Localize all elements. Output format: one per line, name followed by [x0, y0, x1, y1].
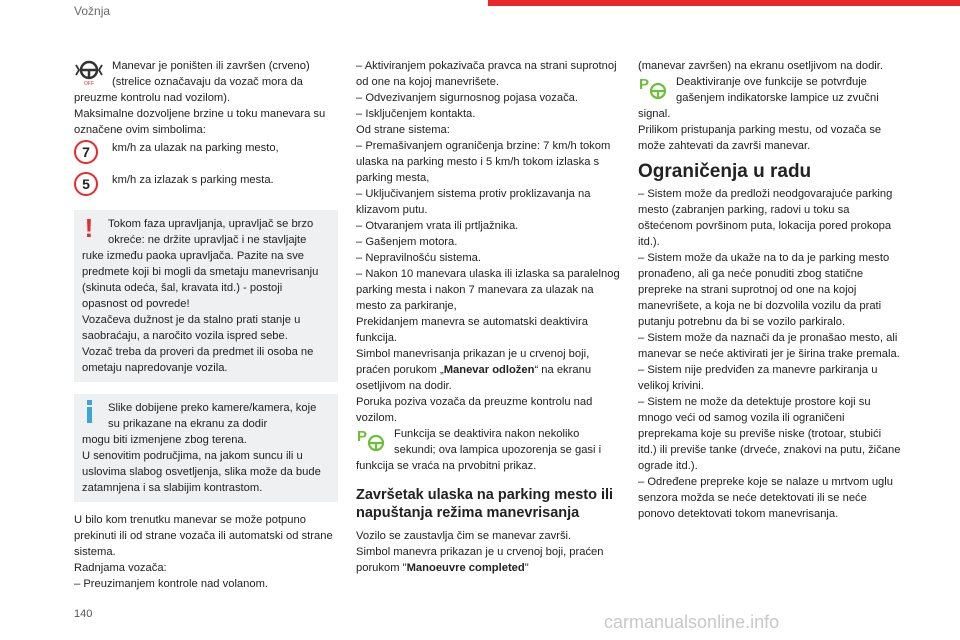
- deactivation-text: funkcija se vraća na prvobitni prikaz.: [356, 460, 537, 472]
- completed-continuation: (manevar završen) na ekranu osetljivom na dodir.: [638, 60, 883, 72]
- warning-box: [74, 210, 338, 382]
- steering-off-note: [74, 58, 338, 90]
- info-box: [74, 394, 338, 502]
- deactivation-note: [356, 426, 620, 458]
- confirm-text-first: Deaktiviranje ove funkcije se potvrđuje gašenjem indikatorske lampice uz zvučni: [676, 76, 879, 104]
- section-heading-end: Završetak ulaska na parking mesto ili napuštanja režima manevrisanja: [356, 487, 614, 521]
- speed-limits-intro: preuzme kontrolu nad vozilom). Maksimalne dozvoljene brzine u toku manevara su označene ovim simbolima:: [74, 92, 326, 136]
- column-2: [356, 58, 620, 576]
- svg-text:OFF: OFF: [84, 81, 94, 86]
- speed-badge-5: 5: [74, 172, 98, 196]
- column-1: [74, 58, 338, 592]
- postponed-paragraph: Simbol manevrisanja prikazan je u crvenoj boji, praćen porukom „Manevar odložen“ na ekranu osetljivom na dodir. Poruka poziva vozača da preuzme kontrolu nad vozilom.: [356, 348, 593, 424]
- speed-5-row: [74, 172, 338, 202]
- confirm-text: signal. Prilikom pristupanja parking mestu, od vozača se može zahtevati da završi manevar.: [638, 108, 882, 152]
- info-text: mogu biti izmenjene zbog terena. U senovitim područjima, na jakom suncu ili u uslovima slabog osvetljenja, slika može da bude zatamnjena i sa slabijim kontrastom.: [82, 434, 321, 494]
- speed-7-row: [74, 140, 338, 170]
- cancel-conditions: – Aktiviranjem pokazivača pravca na strani suprotnoj od one na kojoj manevrišete. – Odvezivanjem sigurnosnog pojasa vozača. – Isključenjem kontakta. Od strane sistema: – Premašivanjem ograničenja brzine: 7 km/h tokom ulaska na parking mesto i 5 km/h tokom izlaska s parking mesta, – Uključivanjem sistema protiv proklizavanja na klizavom putu. – Otvaranjem vrata ili prtljažnika. – Gašenjem motora. – Nepravilnošću sistema. – Nakon 10 manevara ulaska ili izlaska sa paralelnog parking mesta i nakon 7 manevara za ulazak na mesto za parkiranje, Prekidanjem manevra se automatski deaktivira funkcija.: [356, 60, 620, 344]
- svg-text:P: P: [357, 428, 368, 445]
- warning-text: ruke između paoka upravljača. Pazite na sve predmete koji bi mogli da smetaju manevrisanju (skinuta odeća, šal, kravata itd.) - postoji opasnost od povrede! Vozačeva dužnost je da stalno prati stanje u saobraćaju, a naročito vozila ispred sebe. Vozač treba da proveri da predmet ili osoba ne ometaju napredovanje vozila.: [82, 250, 319, 374]
- info-icon: [82, 400, 96, 423]
- steering-off-text: Manevar je poništen ili završen (crveno) (strelice označavaju da vozač mora da: [112, 60, 310, 88]
- steering-off-icon: [74, 58, 104, 91]
- speed-5-text: km/h za izlazak s parking mesta.: [112, 174, 274, 186]
- page-number: 140: [74, 608, 93, 620]
- header-accent-bar: [488, 0, 960, 6]
- watermark: carmanualsonline.info: [604, 612, 780, 632]
- deactivation-text-first: Funkcija se deaktivira nakon nekoliko sekundi; ova lampica upozorenja se gasi i: [394, 428, 602, 456]
- completed-message: Manoeuvre completed: [406, 562, 525, 574]
- section-title: Vožnja: [74, 4, 111, 18]
- completed-paragraph: Vozilo se zaustavlja čim se manevar završi. Simbol manevra prikazan je u crvenoj boji, praćen porukom "Manoeuvre completed": [356, 530, 604, 574]
- info-text-first: Slike dobijene preko kamere/kamera, koje su prikazane na ekranu za dodir: [108, 402, 317, 430]
- parking-assist-icon: [638, 74, 668, 107]
- cancel-paragraph: U bilo kom trenutku manevar se može potpuno prekinuti ili od strane vozača ili automatski od strane sistema. Radnjama vozača: – Preuzimanjem kontrole nad volanom.: [74, 514, 333, 590]
- confirm-note: [638, 74, 902, 106]
- limitations-list: – Sistem može da predloži neodgovarajuće parking mesto (zabranjen parking, radovi u toku sa oštećenom površinom puta, lokacija pored prokopa itd.). – Sistem može da ukaže na to da je parking mesto pronađeno, ali ga neće ponuditi zbog statične prepreke na strani suprotnoj od one na kojoj manevrišete, a koja ne bi dozvolila vozilu da prati putanju potrebnu da bi se vozilo parkiralo. – Sistem može da naznači da je pronašao mesto, ali manevar se neće aktivirati jer je širina trake premala. – Sistem nije predviđen za manevre parkiranja u velikoj krivini. – Sistem ne može da detektuje prostore koji su mnogo veći od samog vozila ili ograničeni preprekama koje su previše niske (trotoar, stubići itd.) ili previše tanke (drveće, znakovi na putu, žičane ograde itd.). – Određene prepreke koje se nalaze u mrtvom uglu senzora možda se neće detektovati ili se neće ponovo detektovati tokom manevrisanja.: [638, 188, 901, 520]
- exclamation-icon: !: [84, 213, 94, 243]
- column-3: [638, 58, 902, 522]
- postponed-message: Manevar odložen: [443, 364, 535, 376]
- speed-7-text: km/h za ulazak na parking mesto,: [112, 142, 279, 154]
- speed-badge-7: 7: [74, 140, 98, 164]
- section-heading-limits: Ograničenja u radu: [638, 161, 812, 182]
- svg-text:P: P: [639, 76, 650, 93]
- warning-text-first: Tokom faza upravljanja, upravljač se brzo okreće: ne držite upravljač i ne stavljajte: [108, 218, 314, 246]
- parking-assist-icon: [356, 426, 386, 459]
